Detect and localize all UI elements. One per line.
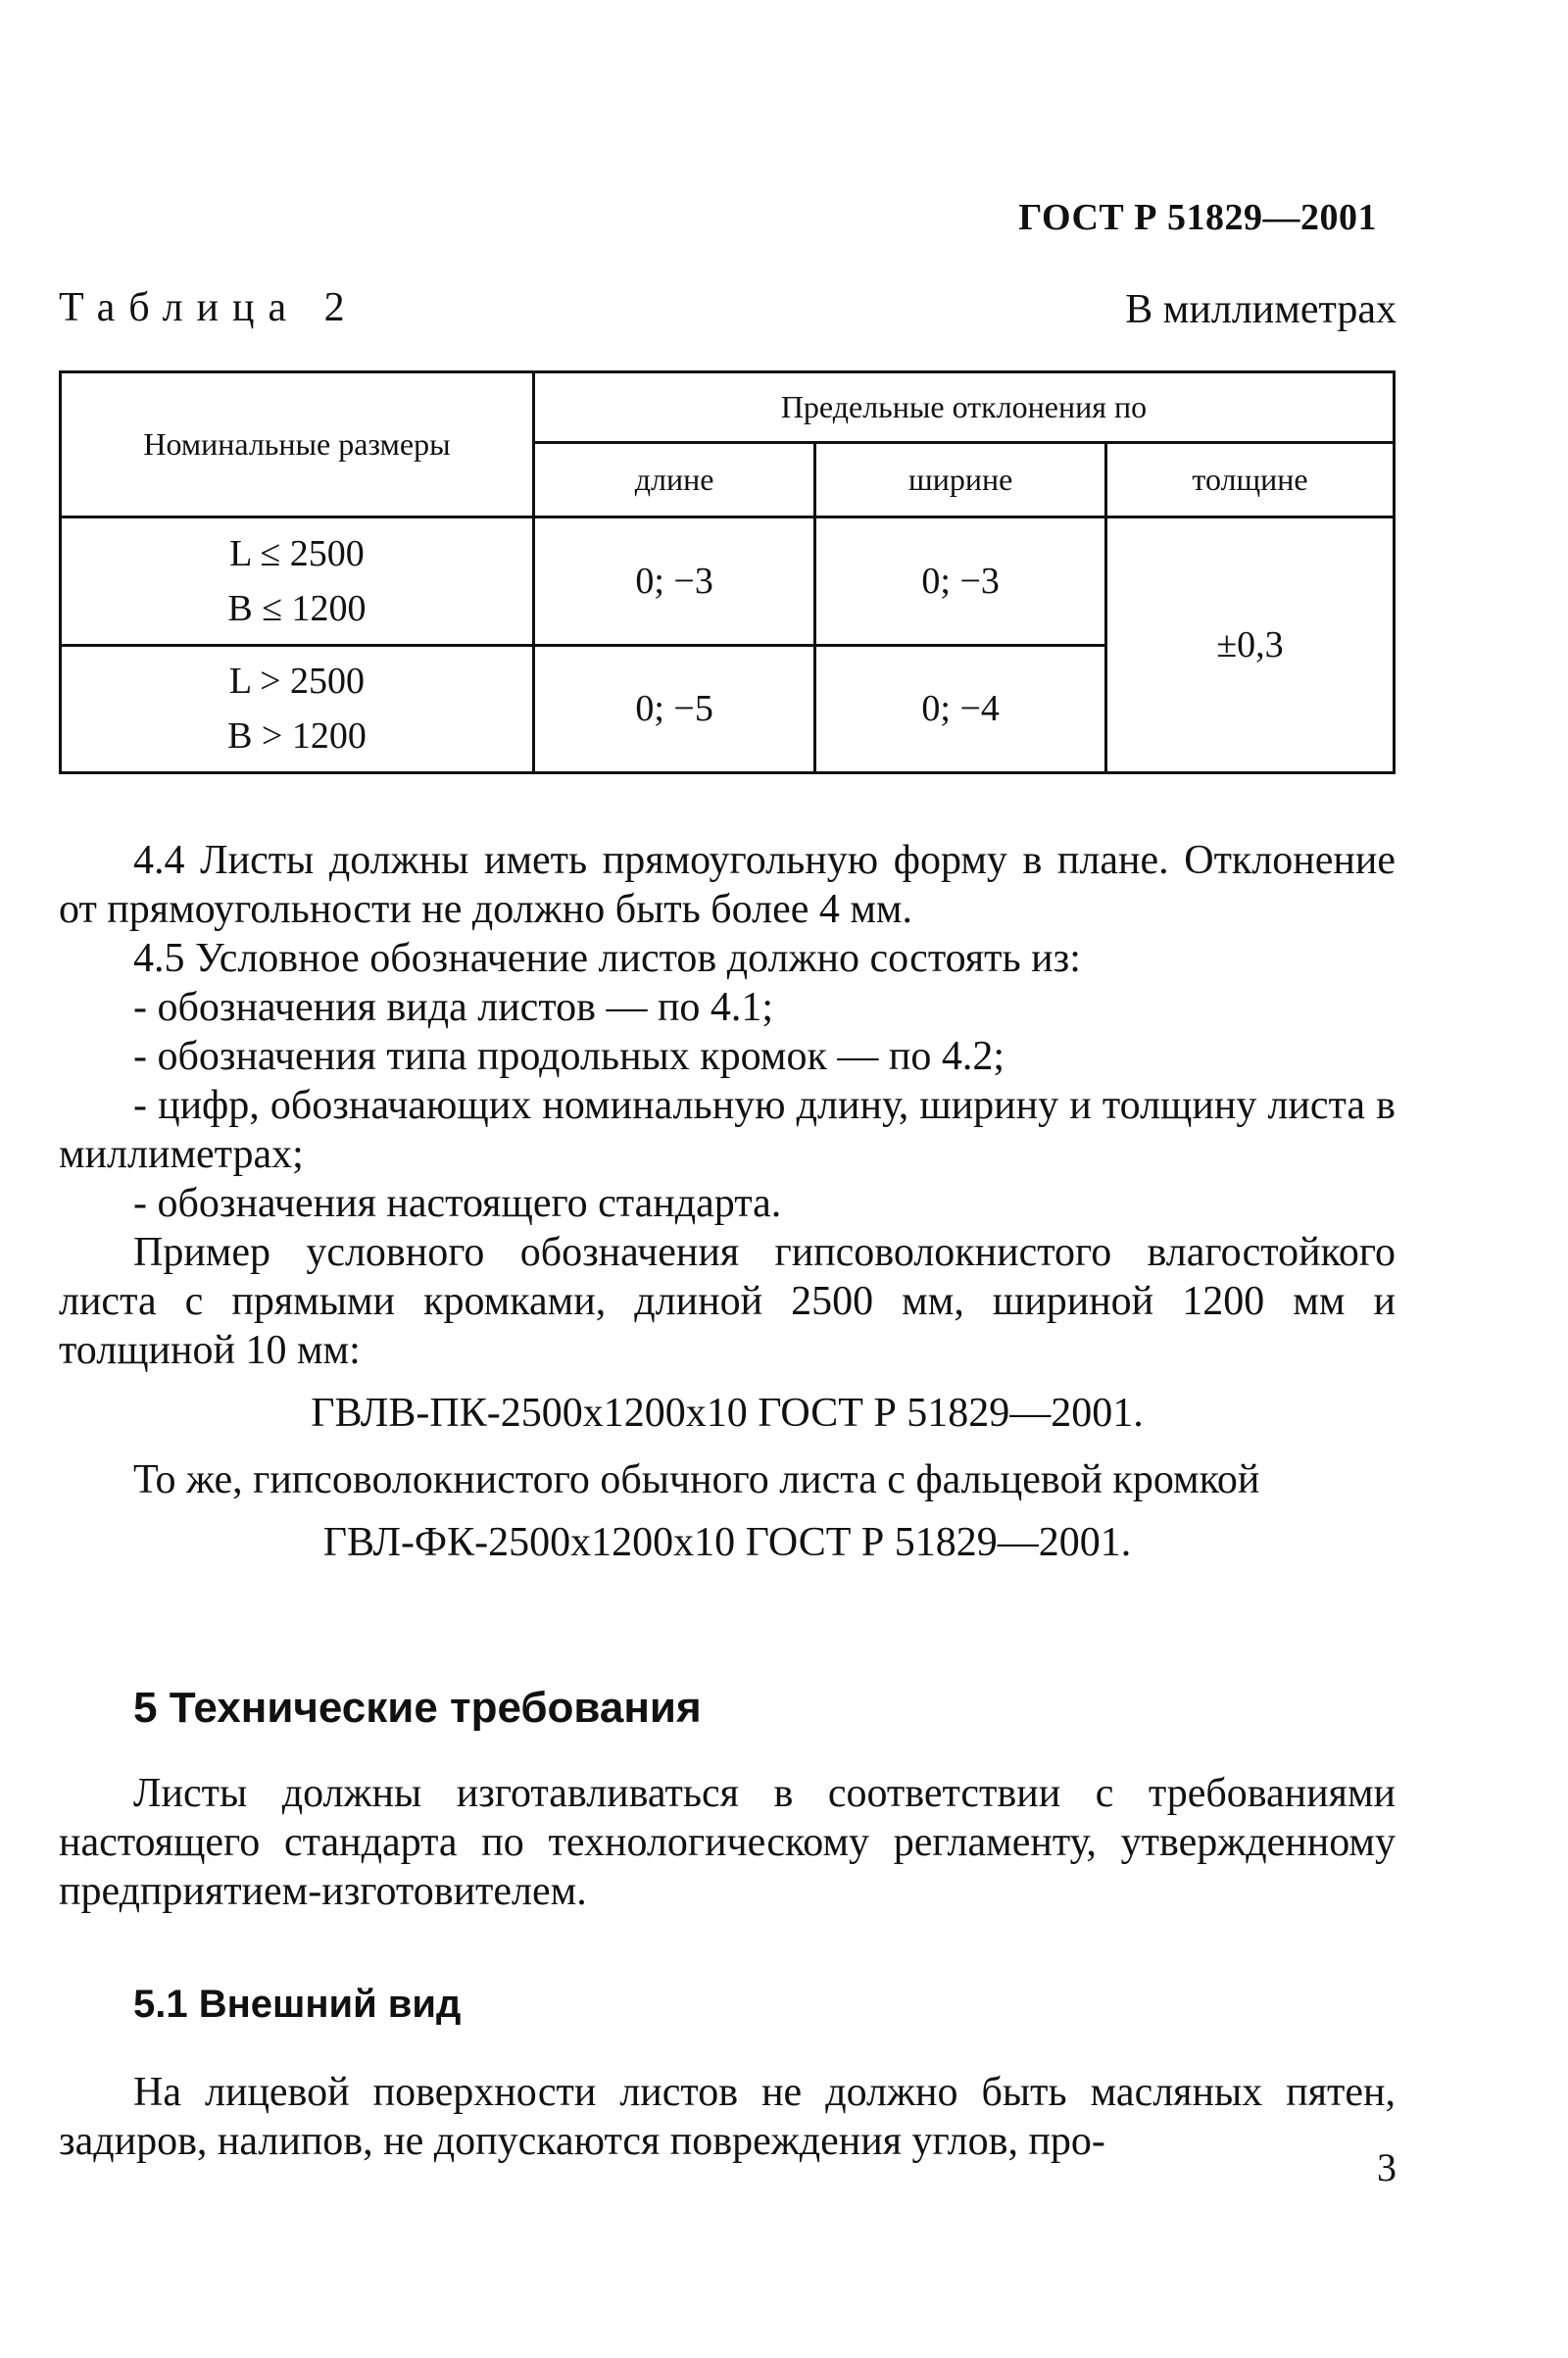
section-4-text: [59, 836, 1396, 1567]
table-row: [61, 517, 1395, 645]
list-item: - цифр, обозначающих номинальную длину, ширину и толщину листа в миллиметрах;: [59, 1083, 1396, 1177]
subsection-5-1-title: 5.1 Внешний вид: [133, 1983, 462, 2026]
header-limit-deviations: Предельные отклонения по: [533, 372, 1394, 443]
example-2-intro: То же, гипсоволокнистого обычного листа с фальцевой кромкой: [133, 1457, 1260, 1502]
document-id: ГОСТ Р 51829—2001: [1018, 197, 1377, 238]
example-designation-1: ГВЛВ-ПК-2500x1200x10 ГОСТ Р 51829—2001.: [311, 1391, 1144, 1436]
example-designation-2: ГВЛ-ФК-2500x1200x10 ГОСТ Р 51829—2001.: [322, 1520, 1132, 1565]
header-thickness: толщине: [1106, 443, 1395, 517]
header-nominal-sizes: Номинальные размеры: [61, 372, 534, 517]
example-intro: Пример условного обозначения гипсоволокнистого влагостойкого листа с прямыми кромками, длиной 2500 мм, шириной 1200 мм и толщиной 10 мм:: [59, 1230, 1396, 1373]
paragraph-4-5: 4.5 Условное обозначение листов должно состоять из:: [133, 936, 1081, 981]
header-length: длине: [533, 443, 814, 517]
section-5-paragraph: Листы должны изготавливаться в соответствии с требованиями настоящего стандарта по технологическому регламенту, утвержденному предприятием-изготовителем.: [59, 1771, 1396, 1914]
length-deviation: 0; −3: [533, 517, 814, 645]
subsection-5-1-text: [59, 2068, 1396, 2166]
thickness-deviation: ±0,3: [1106, 517, 1395, 773]
page-number: 3: [1377, 2145, 1396, 2189]
nominal-size-cell: [61, 517, 534, 645]
length-limit: L > 2500: [228, 661, 366, 703]
tolerance-table: [59, 370, 1396, 774]
width-deviation: 0; −3: [815, 517, 1106, 645]
list-item: - обозначения вида листов — по 4.1;: [133, 985, 774, 1030]
section-5-text: [59, 1769, 1396, 1916]
subsection-5-1-paragraph: На лицевой поверхности листов не должно быть масляных пятен, задиров, налипов, не допускаются повреждения углов, про-: [59, 2070, 1396, 2164]
nominal-size-cell: [61, 645, 534, 772]
list-item: - обозначения настоящего стандарта.: [133, 1181, 782, 1226]
width-limit: B > 1200: [227, 715, 367, 758]
table-units: В миллиметрах: [1125, 287, 1396, 332]
section-5-title: 5 Технические требования: [133, 1684, 702, 1732]
length-limit: L ≤ 2500: [229, 533, 365, 574]
header-width: ширине: [815, 443, 1106, 517]
paragraph-4-4: 4.4 Листы должны иметь прямоугольную форму в плане. Отклонение от прямоугольности не должно быть более 4 мм.: [59, 838, 1396, 932]
table-caption: Таблица 2: [59, 285, 359, 330]
length-deviation: 0; −5: [533, 645, 814, 772]
width-deviation: 0; −4: [815, 645, 1106, 772]
width-limit: B ≤ 1200: [227, 588, 367, 629]
list-item: - обозначения типа продольных кромок — по 4.2;: [133, 1034, 1004, 1079]
